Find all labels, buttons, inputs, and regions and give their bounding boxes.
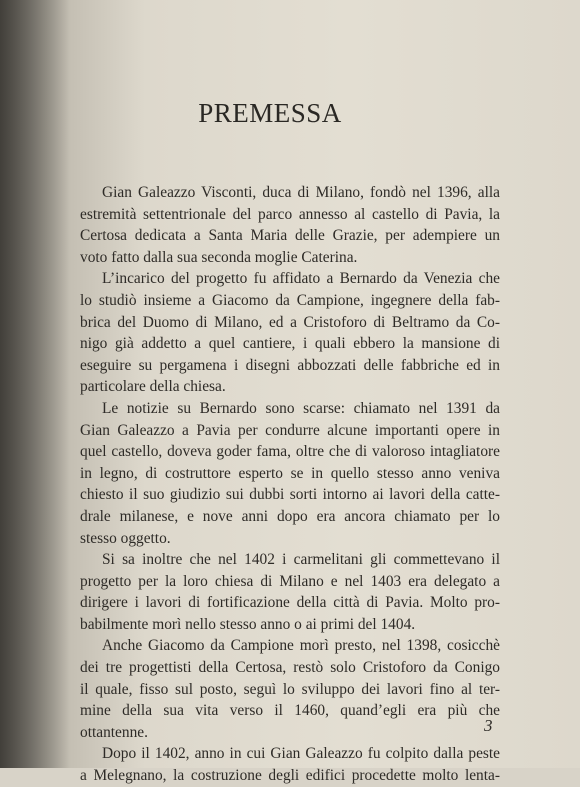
text-line: il quale, fisso sul posto, seguì lo sviluppo dei lavori fino al ter-: [80, 680, 500, 698]
text-line: Anche Giacomo da Campione morì presto, nel 1398, cosicchè: [102, 637, 500, 655]
text-line: Certosa dedicata a Santa Maria delle Grazie, per adempiere un: [80, 227, 500, 245]
text-line: nigo già addetto a quel cantiere, i quali ebbero la mansione di: [80, 335, 500, 353]
body-text: [80, 182, 500, 787]
text-line: lo studiò insieme a Giacomo da Campione, ingegnere della fab-: [80, 291, 500, 309]
text-line: voto fatto dalla sua seconda moglie Caterina.: [80, 248, 358, 266]
text-line: estremità settentrionale del parco annesso al castello di Pavia, la: [80, 205, 500, 223]
text-line: progetto per la loro chiesa di Milano e nel 1403 era delegato a: [80, 572, 500, 590]
text-line: quel castello, doveva goder fama, oltre che di valoroso intagliatore: [80, 443, 500, 461]
text-line: stesso oggetto.: [80, 529, 171, 547]
text-line: dirigere i lavori di fortificazione della città di Pavia. Molto pro-: [80, 594, 500, 612]
text-line: chiesto il suo giudizio sui dubbi sorti intorno ai lavori della catte-: [80, 486, 500, 504]
text-line: mine della sua vita verso il 1460, quand’egli era più che: [80, 702, 500, 720]
text-line: Gian Galeazzo Visconti, duca di Milano, fondò nel 1396, alla: [102, 184, 500, 201]
text-line: drale milanese, e nove anni dopo era ancora chiamato per lo: [80, 507, 500, 525]
text-line: ottantenne.: [80, 723, 148, 741]
text-line: Dopo il 1402, anno in cui Gian Galeazzo fu colpito dalla peste: [102, 745, 500, 763]
text-line: Le notizie su Bernardo sono scarse: chiamato nel 1391 da: [102, 399, 500, 417]
text-line: Si sa inoltre che nel 1402 i carmelitani gli commettevano il: [102, 551, 500, 569]
text-line: a Melegnano, la costruzione degli edifici procedette molto lenta-: [80, 767, 500, 785]
text-line: particolare della chiesa.: [80, 378, 226, 396]
text-line: dei tre progettisti della Certosa, restò solo Cristoforo da Conigo: [80, 659, 500, 677]
text-line: eseguire su pergamena i disegni abbozzati delle fabbriche ed in: [80, 356, 500, 374]
text-line: L’incarico del progetto fu affidato a Bernardo da Venezia che: [102, 270, 500, 288]
text-line: Gian Galeazzo a Pavia per condurre alcune importanti opere in: [80, 421, 500, 439]
page-number: 3: [484, 716, 493, 735]
text-line: in legno, di costruttore esperto se in quello stesso anno veniva: [80, 464, 500, 482]
text-line: brica del Duomo di Milano, ed a Cristoforo di Beltramo da Co-: [80, 313, 500, 331]
text-line: babilmente morì nello stesso anno o ai primi del 1404.: [80, 615, 416, 633]
chapter-title: PREMESSA: [198, 98, 342, 128]
